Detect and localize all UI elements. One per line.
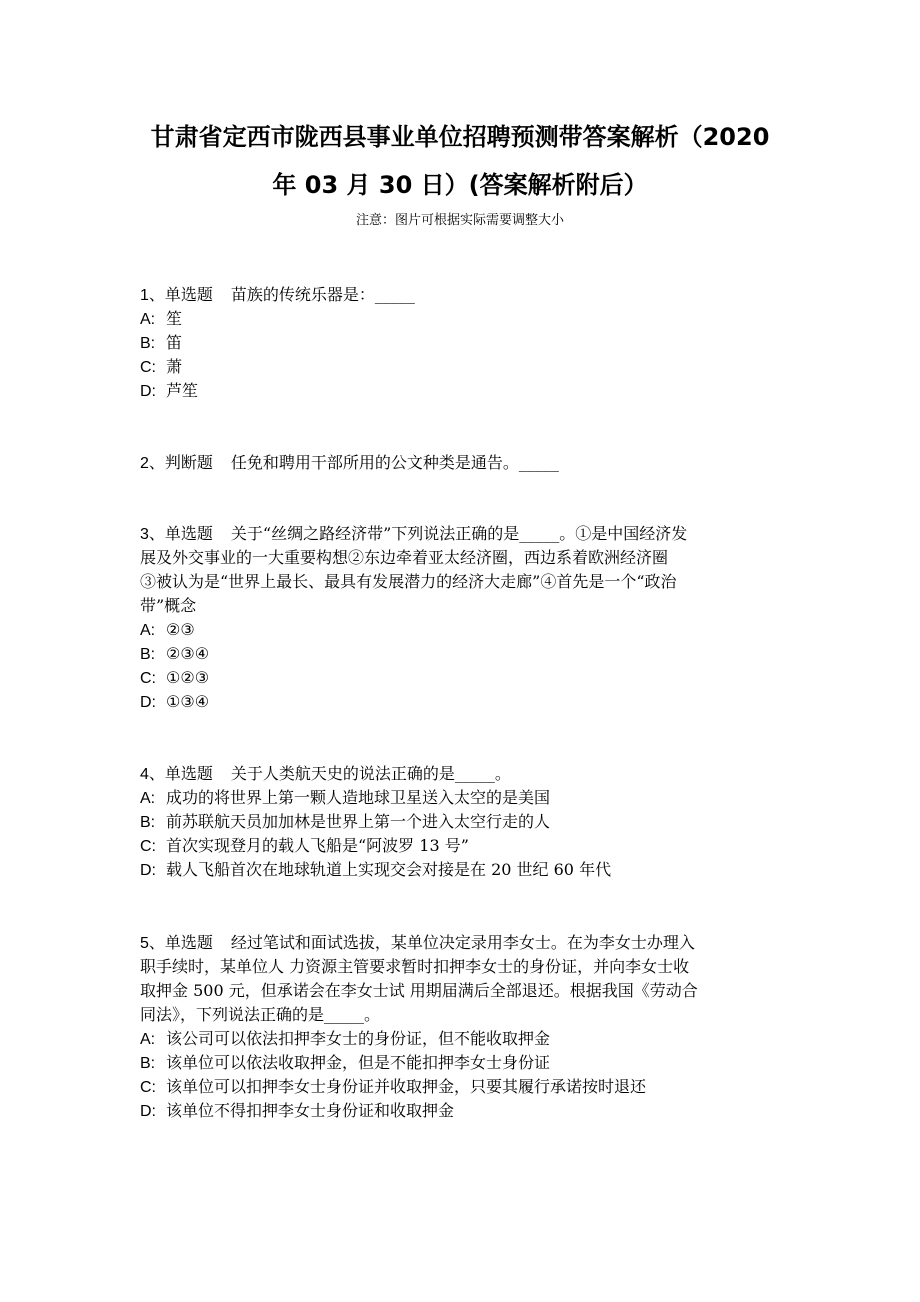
option-d	[140, 1099, 790, 1123]
question-3	[140, 522, 790, 714]
question-stem-line	[140, 762, 790, 786]
option-c	[140, 666, 790, 690]
option-letter: B:	[140, 1055, 156, 1072]
question-stem-line	[140, 451, 790, 475]
question-number: 4、	[140, 766, 165, 783]
option-text: 萧	[166, 357, 183, 376]
question-stem-line: 取押金 500 元，但承诺会在李女士试 用期届满后全部退还。根据我国《劳动合	[140, 981, 698, 1000]
option-text: 载人飞船首次在地球轨道上实现交会对接是在 20 世纪 60 年代	[166, 860, 612, 879]
question-stem-text: 任免和聘用干部所用的公文种类是通告。_____	[230, 453, 559, 472]
option-b	[140, 642, 790, 666]
question-stem-text: 经过笔试和面试选拔，某单位决定录用李女士。在为李女士办理入	[230, 933, 695, 952]
option-letter: B:	[140, 646, 156, 663]
question-stem-line: 同法》，下列说法正确的是_____。	[140, 1005, 381, 1024]
question-number: 5、	[140, 935, 165, 952]
question-stem-line: 职手续时，某单位人 力资源主管要求暂时扣押李女士的身份证，并向李女士收	[140, 957, 690, 976]
option-text: 该公司可以依法扣押李女士的身份证，但不能收取押金	[166, 1029, 551, 1048]
option-c	[140, 355, 790, 379]
question-4	[140, 762, 790, 882]
question-stem-text: 关于“丝绸之路经济带”下列说法正确的是_____。①是中国经济发	[230, 524, 688, 543]
question-stem-line	[140, 931, 790, 955]
option-text: ②③④	[166, 644, 210, 663]
option-text: 成功的将世界上第一颗人造地球卫星送入太空的是美国	[166, 788, 551, 807]
option-a	[140, 307, 790, 331]
option-text: ①②③	[166, 668, 210, 687]
option-letter: B:	[140, 814, 156, 831]
option-letter: A:	[140, 790, 156, 807]
option-text: 首次实现登月的载人飞船是“阿波罗 13 号”	[166, 836, 469, 855]
option-text: 前苏联航天员加加林是世界上第一个进入太空行走的人	[166, 812, 551, 831]
question-type: 单选题	[164, 933, 213, 952]
option-letter: D:	[140, 862, 156, 879]
question-type: 单选题	[164, 764, 213, 783]
option-letter: B:	[140, 335, 156, 352]
question-stem-line: 展及外交事业的一大重要构想②东边牵着亚太经济圈，西边系着欧洲经济圈	[140, 548, 669, 567]
option-letter: D:	[140, 383, 156, 400]
question-1	[140, 283, 790, 403]
question-number: 2、	[140, 455, 165, 472]
question-type: 判断题	[164, 453, 213, 472]
question-stem-text: 苗族的传统乐器是：_____	[230, 285, 415, 304]
option-letter: D:	[140, 1103, 156, 1120]
option-text: 芦笙	[166, 381, 199, 400]
option-d	[140, 690, 790, 714]
option-b	[140, 810, 790, 834]
option-a	[140, 618, 790, 642]
option-letter: A:	[140, 1031, 156, 1048]
question-stem-text: 关于人类航天史的说法正确的是_____。	[230, 764, 511, 783]
document-subtitle: 注意：图片可根据实际需要调整大小	[355, 213, 564, 228]
option-letter: D:	[140, 694, 156, 711]
question-stem-line	[140, 283, 790, 307]
question-5	[140, 931, 790, 1123]
question-stem-line: ③被认为是“世界上最长、最具有发展潜力的经济大走廊”④首先是一个“政治	[140, 572, 677, 591]
option-text: 笙	[166, 309, 183, 328]
option-c	[140, 1075, 790, 1099]
option-c	[140, 834, 790, 858]
option-letter: C:	[140, 838, 156, 855]
option-letter: C:	[140, 359, 156, 376]
question-number: 3、	[140, 526, 165, 543]
question-number: 1、	[140, 287, 165, 304]
option-text: 该单位可以依法收取押金，但是不能扣押李女士身份证	[166, 1053, 551, 1072]
question-stem-line	[140, 522, 790, 546]
option-text: 该单位不得扣押李女士身份证和收取押金	[166, 1101, 455, 1120]
document-title-line-2: 年 03 月 30 日）(答案解析附后）	[272, 171, 648, 199]
question-stem-line: 带”概念	[140, 596, 197, 615]
option-text: 笛	[166, 333, 183, 352]
option-letter: C:	[140, 1079, 156, 1096]
option-text: 该单位可以扣押李女士身份证并收取押金，只要其履行承诺按时退还	[166, 1077, 647, 1096]
option-b	[140, 1051, 790, 1075]
question-type: 单选题	[164, 524, 213, 543]
option-text: ②③	[166, 620, 195, 639]
option-a	[140, 786, 790, 810]
question-2	[140, 451, 790, 475]
option-b	[140, 331, 790, 355]
option-a	[140, 1027, 790, 1051]
option-letter: A:	[140, 622, 156, 639]
option-letter: A:	[140, 311, 156, 328]
document-title-line-1: 甘肃省定西市陇西县事业单位招聘预测带答案解析（2020	[150, 123, 770, 151]
option-text: ①③④	[166, 692, 210, 711]
option-d	[140, 858, 790, 882]
option-d	[140, 379, 790, 403]
option-letter: C:	[140, 670, 156, 687]
question-type: 单选题	[164, 285, 213, 304]
